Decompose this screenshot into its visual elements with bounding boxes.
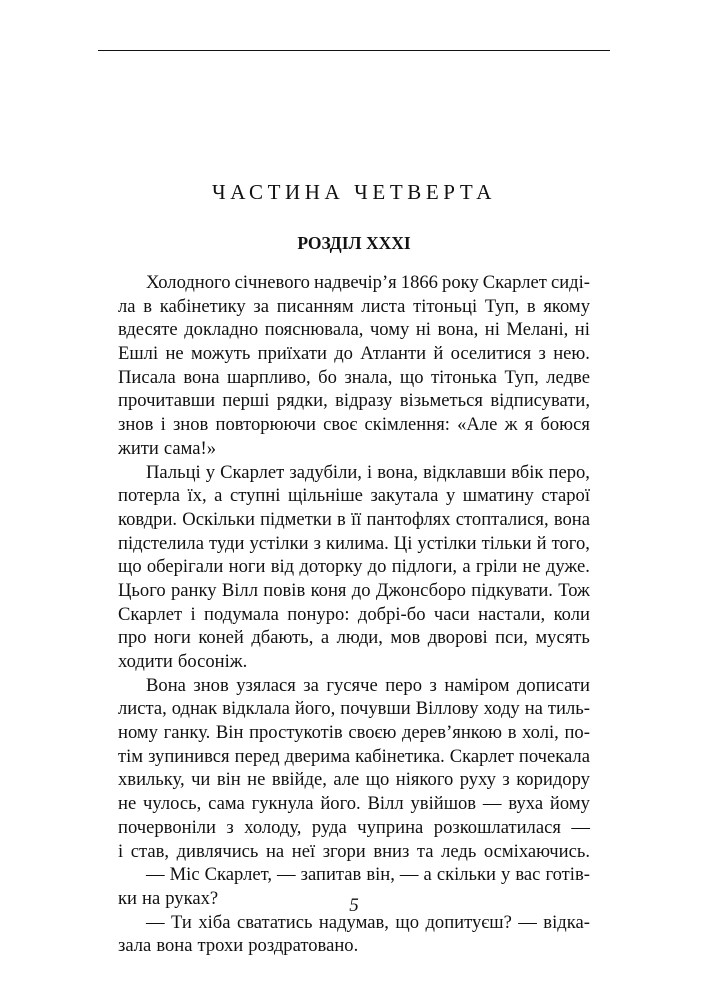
text-line: — Ти хіба свататись надумав, що допитуєш? — відка- — [146, 911, 590, 933]
text-line: про ноги коней дбають, а люди, мов дворові пси, мусять — [118, 627, 590, 649]
text-line: ному ганку. Він простукотів своєю дерев’янкою в холі, по- — [118, 722, 590, 744]
text-line: не чулось, сама гукнула його. Вілл увійшов — вуха йому — [118, 793, 590, 815]
text-line: ки на руках? — [118, 887, 219, 909]
text-line: почервоніли з холоду, руда чуприна розкошлатилася — — [118, 816, 590, 838]
text-line: жити сама!» — [118, 437, 217, 459]
text-line: Писала вона шарпливо, бо знала, що тітонька Туп, ледве — [118, 366, 590, 388]
text-line: Ешлі не можуть приїхати до Атланти й оселитися з нею. — [118, 343, 590, 365]
text-line: Пальці у Скарлет задубіли, і вона, відклавши вбік перо, — [146, 461, 590, 483]
text-line: вдесяте докладно пояснювала, чому ні вона, ні Мелані, ні — [118, 319, 590, 341]
page-number: 5 — [349, 895, 359, 916]
text-line: Холодного січневого надвечір’я 1866 року Скарлет сиді- — [146, 272, 590, 293]
text-line: — Міс Скарлет, — запитав він, — а скільки у вас готів- — [146, 864, 590, 886]
text-line: ла в кабінетику за писанням листа тітоньці Туп, в якому — [118, 295, 590, 317]
text-line: прочитавши перші рядки, відразу візьметься відписувати, — [118, 390, 590, 412]
text-line: хвильку, чи він не ввійде, але що ніякого руху з коридору — [118, 769, 590, 791]
top-rule — [98, 50, 610, 51]
text-line: Скарлет і подумала понуро: добрі-бо часи настали, коли — [118, 603, 590, 625]
text-line: тім зупинився перед дверима кабінетика. Скарлет почекала — [118, 745, 590, 767]
chapter-title: РОЗДІЛ XXXI — [297, 233, 411, 253]
text-line: ходити босоніж. — [118, 651, 248, 672]
text-line: ковдри. Оскільки підметки в її пантофлях стопталися, вона — [118, 508, 590, 530]
part-title: ЧАСТИНА ЧЕТВЕРТА — [212, 180, 496, 204]
text-line: зала вона трохи роздратовано. — [118, 935, 359, 957]
text-line: знов і знов повторюючи своє скімлення: «Але ж я боюся — [118, 414, 590, 436]
text-line: Цього ранку Вілл повів коня до Джонсборо підкувати. Тож — [118, 579, 590, 601]
text-line: що оберігали ноги від доторку до підлоги, а гріли не дуже. — [118, 556, 590, 578]
body-text — [118, 271, 590, 958]
text-line: підстелила туди устілки з килима. Ці устілки тільки й того, — [118, 532, 590, 554]
text-line: і став, дивлячись на неї згори вниз та ледь осміхаючись. — [118, 840, 590, 862]
text-line: листа, однак відклала його, почувши Віллову ходу на тиль- — [118, 698, 590, 720]
text-line: Вона знов узялася за гусяче перо з наміром дописати — [146, 674, 590, 696]
text-line: потерла їх, а ступні щільніше закутала у шматину старої — [118, 485, 590, 507]
